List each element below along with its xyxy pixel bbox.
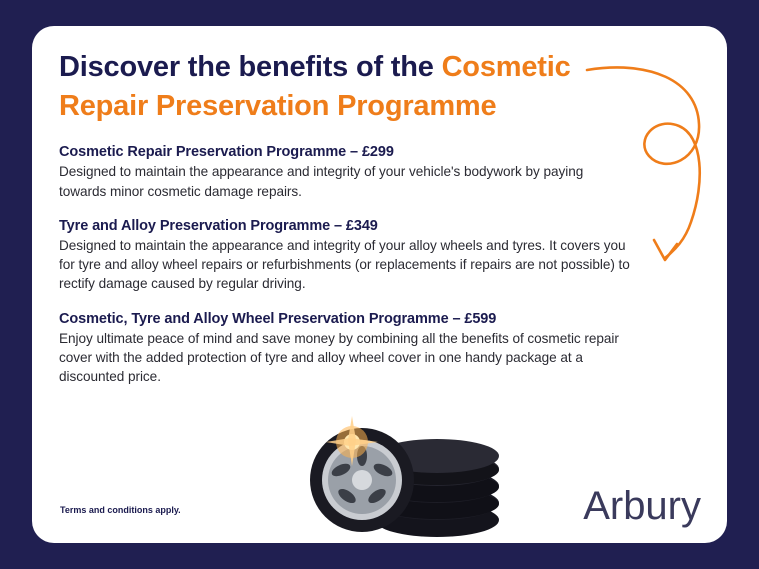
benefit-block: [59, 144, 632, 201]
poster-content: [59, 48, 703, 404]
brand-logo: Arbury: [583, 484, 701, 528]
headline-accent-first: Cosmetic: [441, 51, 571, 83]
benefit-body: Designed to maintain the appearance and integrity of your vehicle's bodywork by paying towards minor cosmetic damage repairs.: [59, 164, 584, 199]
terms-text: Terms and conditions apply.: [60, 505, 181, 515]
benefit-title: Tyre and Alloy Preservation Programme – £349: [59, 217, 378, 234]
poster-card: [32, 26, 727, 543]
tyre-stack-image: [287, 408, 517, 543]
headline-lead: Discover the benefits of the: [59, 51, 442, 83]
headline-accent-second: Repair Preservation Programme: [59, 90, 497, 123]
benefit-body: Designed to maintain the appearance and integrity of your alloy wheels and tyres. It covers you for tyre and alloy wheel repairs or refurbishments (or replacements if repairs are not possible) to rectify damage caused by regular driving.: [59, 237, 630, 292]
benefit-title: Cosmetic Repair Preservation Programme – £299: [59, 144, 394, 161]
benefit-title: Cosmetic, Tyre and Alloy Wheel Preservation Programme – £599: [59, 310, 497, 327]
benefit-body: Enjoy ultimate peace of mind and save money by combining all the benefits of cosmetic repair cover with the added protection of tyre and alloy wheel cover in one handy package at a discounted price.: [59, 330, 619, 385]
benefit-block: [59, 218, 632, 294]
benefit-block: [59, 311, 632, 387]
page-title: [59, 48, 619, 126]
